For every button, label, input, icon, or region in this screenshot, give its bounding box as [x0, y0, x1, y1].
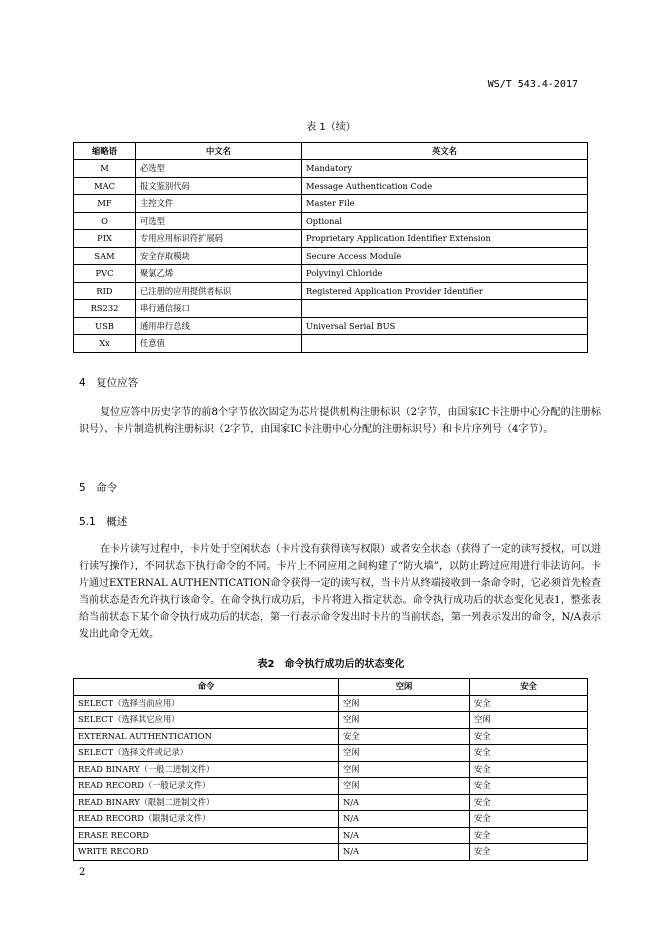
section-5-1-paragraph: 在卡片读写过程中，卡片处于空闲状态（卡片没有获得读写权限）或者安全状态（获得了一定的读写授权，可以进行读写操作），不同状态下执行命令的不同。卡片上不同应用之间构建了“防火墙”，以防止跨过应用进行非法访问。卡片通过EXTERNAL AUTHENTICATION命令获得一定的读写权，当卡片从终端接收到一条命令时，它必须首先检查当前状态是否允许执行该命令。在命令执行成功后，卡片将进入指定状态。命令执行成功后的状态变化见表1，整张表给当前状态下某个命令执行成功后的状态，第一行表示命令发出时卡片的当前状态，第一列表示发出的命令，N/A表示发出此命令无效。: [79, 544, 601, 640]
command-cell: ERASE RECORD: [74, 827, 339, 844]
secure-cell: 安全: [470, 794, 588, 811]
table-row: [74, 778, 588, 795]
table-row: [74, 230, 588, 248]
english-cell: Registered Application Provider Identifier: [302, 282, 588, 300]
chinese-cell: 安全存取模块: [136, 247, 302, 265]
secure-cell: 安全: [470, 728, 588, 745]
table-row: [74, 212, 588, 230]
command-cell: SELECT（选择当前应用）: [74, 695, 339, 712]
col-header-english: 英文名: [302, 143, 588, 160]
command-cell: SELECT（选择文件或记录）: [74, 745, 339, 762]
english-cell: Master File: [302, 195, 588, 213]
secure-cell: 安全: [470, 811, 588, 828]
table-row: [74, 712, 588, 729]
col-header-abbr: 缩略语: [74, 143, 136, 160]
table-row: [74, 811, 588, 828]
table-row: [74, 265, 588, 283]
english-cell: Secure Access Module: [302, 247, 588, 265]
english-cell: [302, 300, 588, 318]
command-cell: SELECT（选择其它应用）: [74, 712, 339, 729]
abbr-cell: PVC: [74, 265, 136, 283]
chinese-cell: 主控文件: [136, 195, 302, 213]
table-row: [74, 282, 588, 300]
command-state-table: [73, 678, 588, 861]
table-row: [74, 844, 588, 861]
secure-cell: 安全: [470, 778, 588, 795]
col-header-idle: 空闲: [339, 679, 470, 696]
english-cell: [302, 335, 588, 353]
table-row: [74, 794, 588, 811]
command-cell: WRITE RECORD: [74, 844, 339, 861]
secure-cell: 安全: [470, 827, 588, 844]
idle-cell: N/A: [339, 811, 470, 828]
secure-cell: 安全: [470, 745, 588, 762]
table-row: [74, 247, 588, 265]
idle-cell: 空闲: [339, 761, 470, 778]
idle-cell: 空闲: [339, 745, 470, 762]
chinese-cell: 报文鉴别代码: [136, 177, 302, 195]
secure-cell: 安全: [470, 695, 588, 712]
chinese-cell: 任意值: [136, 335, 302, 353]
table-row: [74, 160, 588, 178]
idle-cell: 安全: [339, 728, 470, 745]
idle-cell: 空闲: [339, 712, 470, 729]
chinese-cell: 已注册的应用提供者标识: [136, 282, 302, 300]
abbr-cell: Xx: [74, 335, 136, 353]
section-5-1-heading: 5.1 概述: [79, 516, 128, 528]
abbr-cell: MF: [74, 195, 136, 213]
command-cell: READ RECORD（限制记录文件）: [74, 811, 339, 828]
idle-cell: 空闲: [339, 695, 470, 712]
col-header-secure: 安全: [470, 679, 588, 696]
secure-cell: 安全: [470, 844, 588, 861]
table-row: [74, 317, 588, 335]
abbr-cell: O: [74, 212, 136, 230]
table-row: [74, 745, 588, 762]
english-cell: Polyvinyl Chloride: [302, 265, 588, 283]
abbr-cell: RID: [74, 282, 136, 300]
table-row: [74, 827, 588, 844]
secure-cell: 安全: [470, 761, 588, 778]
chinese-cell: 通用串行总线: [136, 317, 302, 335]
table2-caption: 表2 命令执行成功后的状态变化: [257, 659, 405, 670]
abbr-cell: M: [74, 160, 136, 178]
section-5-heading: 5 命令: [79, 482, 118, 494]
idle-cell: 空闲: [339, 778, 470, 795]
standard-code: WS/T 543.4-2017: [487, 79, 578, 90]
english-cell: Universal Serial BUS: [302, 317, 588, 335]
abbreviation-table: [73, 142, 588, 353]
english-cell: Message Authentication Code: [302, 177, 588, 195]
table-row: [74, 177, 588, 195]
table-row: [74, 761, 588, 778]
chinese-cell: 串行通信接口: [136, 300, 302, 318]
table1-caption: 表 1（续）: [306, 122, 356, 133]
command-cell: READ RECORD（一般记录文件）: [74, 778, 339, 795]
abbr-cell: SAM: [74, 247, 136, 265]
section-4-paragraph: 复位应答中历史字节的前8个字节依次固定为芯片提供机构注册标识（2字节，由国家IC卡注册中心分配的注册标识号）、卡片制造机构注册标识（2字节，由国家IC卡注册中心分配的注册标识号）和卡片序列号（4字节）。: [79, 407, 601, 435]
chinese-cell: 可选型: [136, 212, 302, 230]
table-row: [74, 300, 588, 318]
table-header-row: [74, 679, 588, 696]
col-header-command: 命令: [74, 679, 339, 696]
col-header-chinese: 中文名: [136, 143, 302, 160]
chinese-cell: 专用应用标识符扩展码: [136, 230, 302, 248]
command-cell: EXTERNAL AUTHENTICATION: [74, 728, 339, 745]
abbr-cell: PIX: [74, 230, 136, 248]
idle-cell: N/A: [339, 827, 470, 844]
table-header-row: [74, 143, 588, 160]
abbr-cell: RS232: [74, 300, 136, 318]
abbr-cell: MAC: [74, 177, 136, 195]
section-4-heading: 4 复位应答: [79, 377, 139, 389]
abbr-cell: USB: [74, 317, 136, 335]
command-cell: READ BINARY（限制二进制文件）: [74, 794, 339, 811]
english-cell: Proprietary Application Identifier Extension: [302, 230, 588, 248]
table-row: [74, 335, 588, 353]
english-cell: Optional: [302, 212, 588, 230]
chinese-cell: 聚氯乙烯: [136, 265, 302, 283]
secure-cell: 空闲: [470, 712, 588, 729]
idle-cell: N/A: [339, 794, 470, 811]
command-cell: READ BINARY（一般二进制文件）: [74, 761, 339, 778]
idle-cell: N/A: [339, 844, 470, 861]
chinese-cell: 必选型: [136, 160, 302, 178]
table-row: [74, 728, 588, 745]
english-cell: Mandatory: [302, 160, 588, 178]
table-row: [74, 695, 588, 712]
table-row: [74, 195, 588, 213]
page-number: 2: [79, 867, 86, 878]
